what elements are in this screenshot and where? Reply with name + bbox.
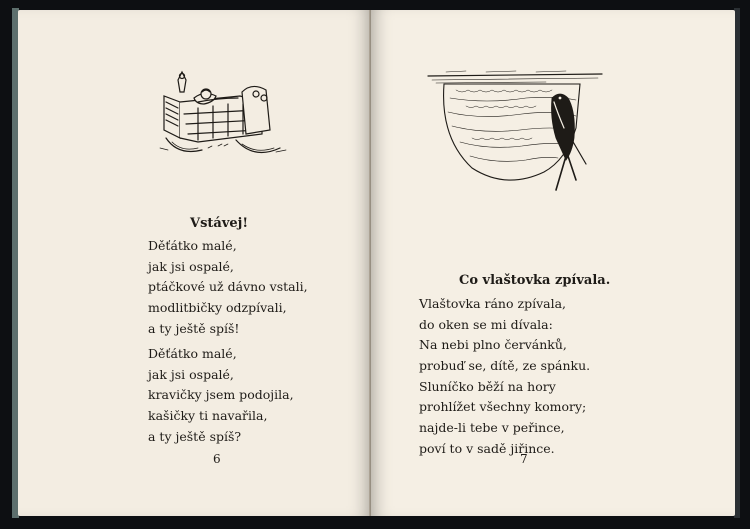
verse-line: do oken se mi dívala: bbox=[419, 316, 553, 332]
page-number: 6 bbox=[213, 452, 221, 466]
swallow-nest-illustration bbox=[426, 68, 606, 208]
verse-line: modlitbičky odzpívali, bbox=[148, 300, 287, 316]
verse-line: prohlížet všechny komory; bbox=[419, 399, 587, 415]
page-number: 7 bbox=[520, 452, 528, 466]
poem-title: Co vlaštovka zpívala. bbox=[459, 273, 611, 288]
verse-line: probuď se, dítě, ze spánku. bbox=[419, 358, 591, 374]
verse-line: kravičky jsem podojila, bbox=[148, 387, 294, 403]
verse-line: ptáčkové už dávno vstali, bbox=[148, 279, 308, 295]
cradle-illustration bbox=[158, 68, 298, 164]
verse-line: poví to v sadě jiřince. bbox=[419, 440, 555, 456]
verse-line: jak jsi ospalé, bbox=[148, 258, 234, 274]
stanza-2 bbox=[148, 344, 294, 447]
verse-line: Vlaštovka ráno zpívala, bbox=[419, 296, 567, 311]
poem-title: Vstávej! bbox=[190, 216, 249, 231]
verse-line: Děťátko malé, bbox=[148, 346, 237, 361]
verse-line: kašičky ti navařila, bbox=[148, 408, 268, 424]
verse-line: Na nebi plno červánků, bbox=[419, 337, 567, 353]
verse-block bbox=[419, 294, 590, 460]
verse-line: jak jsi ospalé, bbox=[148, 366, 234, 382]
verse-line: najde-li tebe v peřince, bbox=[419, 420, 565, 436]
left-page bbox=[18, 10, 370, 516]
stanza-1 bbox=[148, 236, 308, 339]
verse-line: a ty ještě spíš! bbox=[148, 320, 240, 336]
verse-line: a ty ještě spíš? bbox=[148, 428, 242, 444]
right-page bbox=[371, 10, 735, 516]
verse-line: Sluníčko běží na hory bbox=[419, 378, 556, 394]
verse-line: Děťátko malé, bbox=[148, 238, 237, 253]
